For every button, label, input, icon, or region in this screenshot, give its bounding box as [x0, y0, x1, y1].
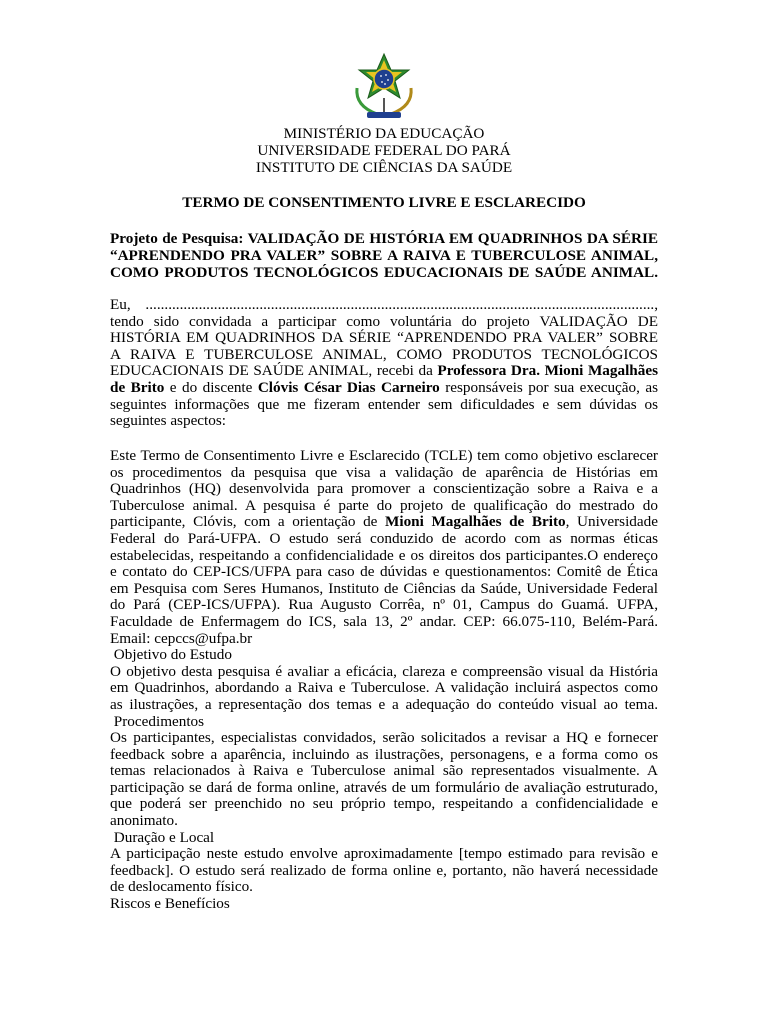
- tcle-text: , Universidade: [565, 513, 658, 531]
- section-heading-objetivo: Objetivo do Estudo: [110, 646, 232, 664]
- professor-name: Professora Dra. Mioni Magalhães: [437, 362, 658, 380]
- procedimentos-line: participação se dará de forma online, através de um formulário de avaliação estruturado,: [110, 778, 658, 796]
- objetivo-line: as ilustrações, a representação dos temas e a adequação do conteúdo visual ao tema.: [110, 695, 658, 713]
- coat-of-arms-emblem: [341, 52, 427, 122]
- consent-line: [110, 363, 658, 380]
- project-title: [110, 230, 658, 281]
- objetivo-line: O objetivo desta pesquisa é avaliar a eficácia, clareza e compreensão visual da História: [110, 662, 658, 680]
- duracao-line: de deslocamento físico.: [110, 878, 253, 896]
- contact-email: Email: cepccs@ufpa.br: [110, 629, 253, 647]
- section-heading-riscos: Riscos e Benefícios: [110, 895, 230, 913]
- header-university: UNIVERSIDADE FEDERAL DO PARÁ: [257, 142, 511, 159]
- consent-text: EDUCACIONAIS DE SAÚDE ANIMAL, recebi da: [110, 362, 438, 380]
- procedimentos-line: anonimato.: [110, 812, 178, 830]
- consent-line: HISTÓRIA EM QUADRINHOS DA SÉRIE “APRENDENDO PRA VALER” SOBRE: [110, 329, 658, 347]
- consent-eu: Eu,: [110, 296, 131, 313]
- document-title: TERMO DE CONSENTIMENTO LIVRE E ESCLARECIDO: [182, 194, 586, 211]
- student-name: Clóvis César Dias Carneiro: [257, 378, 440, 396]
- tcle-line: do Pará (CEP-ICS/UFPA). Rua Augusto Corrêa, nº 01, Campus do Guamá. UFPA,: [110, 596, 658, 614]
- name-blank-line: ......................................................................................................................................,: [145, 296, 658, 313]
- header-ministry: MINISTÉRIO DA EDUCAÇÃO: [283, 125, 485, 142]
- coat-of-arms-ribbon: [367, 112, 401, 118]
- duracao-line: feedback]. O estudo será realizado de forma online e, portanto, não haverá necessidade: [110, 861, 658, 879]
- procedimentos-line: feedback sobre a aparência, incluindo as ilustrações, personagens, e a forma como os: [110, 745, 658, 763]
- project-title-line-2: “APRENDENDO PRA VALER” SOBRE A RAIVA E TUBERCULOSE ANIMAL,: [110, 247, 658, 264]
- project-title-line-1: Projeto de Pesquisa: VALIDAÇÃO DE HISTÓRIA EM QUADRINHOS DA SÉRIE: [110, 230, 658, 247]
- consent-name-line: [110, 297, 658, 314]
- main-content: [110, 448, 658, 913]
- procedimentos-line: temas relacionados à Raiva e Tuberculose animal são representados visualmente. A: [110, 762, 658, 780]
- consent-line: A RAIVA E TUBERCULOSE ANIMAL, COMO PRODUTOS TECNOLÓGICOS: [110, 345, 658, 363]
- header-institute: INSTITUTO DE CIÊNCIAS DA SAÚDE: [255, 159, 513, 176]
- duracao-line: A participação neste estudo envolve aproximadamente [tempo estimado para revisão e: [110, 845, 658, 863]
- tcle-line: Federal do Pará-UFPA. O estudo será conduzido de acordo com as normas éticas: [110, 529, 658, 547]
- consent-line: tendo sido convidada a participar como voluntária do projeto VALIDAÇÃO DE: [110, 312, 658, 330]
- advisor-name: Mioni Magalhães de Brito: [385, 513, 566, 531]
- institution-header: [0, 125, 768, 176]
- tcle-line: Quadrinhos (HQ) desenvolvida para promover a conscientização sobre a Raiva e a: [110, 480, 658, 498]
- objetivo-line: em Quadrinhos, abordando a Raiva e Tuberculose. A validação incluirá aspectos como: [110, 679, 658, 697]
- tcle-line: os procedimentos da pesquisa que visa a validação de aparência de Histórias em: [110, 463, 658, 481]
- consent-line: seguintes aspectos:: [110, 412, 226, 430]
- tcle-text: participante, Clóvis, com a orientação de: [110, 513, 386, 531]
- procedimentos-line: Os participantes, especialistas convidados, serão solicitados a revisar a HQ e fornecer: [110, 729, 658, 747]
- consent-line: seguintes informações que me fizeram entender sem dificuldades e sem dúvidas os: [110, 395, 658, 413]
- tcle-line: e contato do CEP-ICS/UFPA para caso de dúvidas e questionamentos: Comitê de Ética: [110, 563, 658, 581]
- tcle-line: em Pesquisa com Seres Humanos, Instituto de Ciências da Saúde, Universidade Federal: [110, 579, 658, 597]
- tcle-line: [110, 514, 658, 531]
- project-title-line-3: COMO PRODUTOS TECNOLÓGICOS EDUCACIONAIS DE SAÚDE ANIMAL.: [110, 264, 658, 281]
- section-heading-duracao: Duração e Local: [110, 828, 215, 846]
- section-heading-procedimentos: Procedimentos: [110, 712, 205, 730]
- professor-name-cont: de Brito: [110, 378, 165, 396]
- consent-line: [110, 380, 658, 397]
- coat-of-arms-star-icon: [359, 54, 409, 98]
- tcle-line: estabelecidas, respeitando a confidencialidade e os direitos dos participantes.O endereço: [110, 546, 658, 564]
- tcle-line: Este Termo de Consentimento Livre e Esclarecido (TCLE) tem como objetivo esclarecer: [110, 447, 658, 464]
- consent-paragraph: [110, 297, 658, 430]
- consent-text: responsáveis por sua execução, as: [439, 378, 658, 396]
- consent-text: e do discente: [164, 378, 258, 396]
- tcle-line: Tuberculose animal. A pesquisa é parte do projeto de qualificação do mestrado do: [110, 496, 658, 514]
- procedimentos-line: que poderá ser preenchido no seu próprio tempo, respeitando a confidencialidade e: [110, 795, 658, 813]
- tcle-line: Faculdade de Enfermagem do ICS, sala 13, 2º andar. CEP: 66.075-110, Belém-Pará.: [110, 612, 658, 630]
